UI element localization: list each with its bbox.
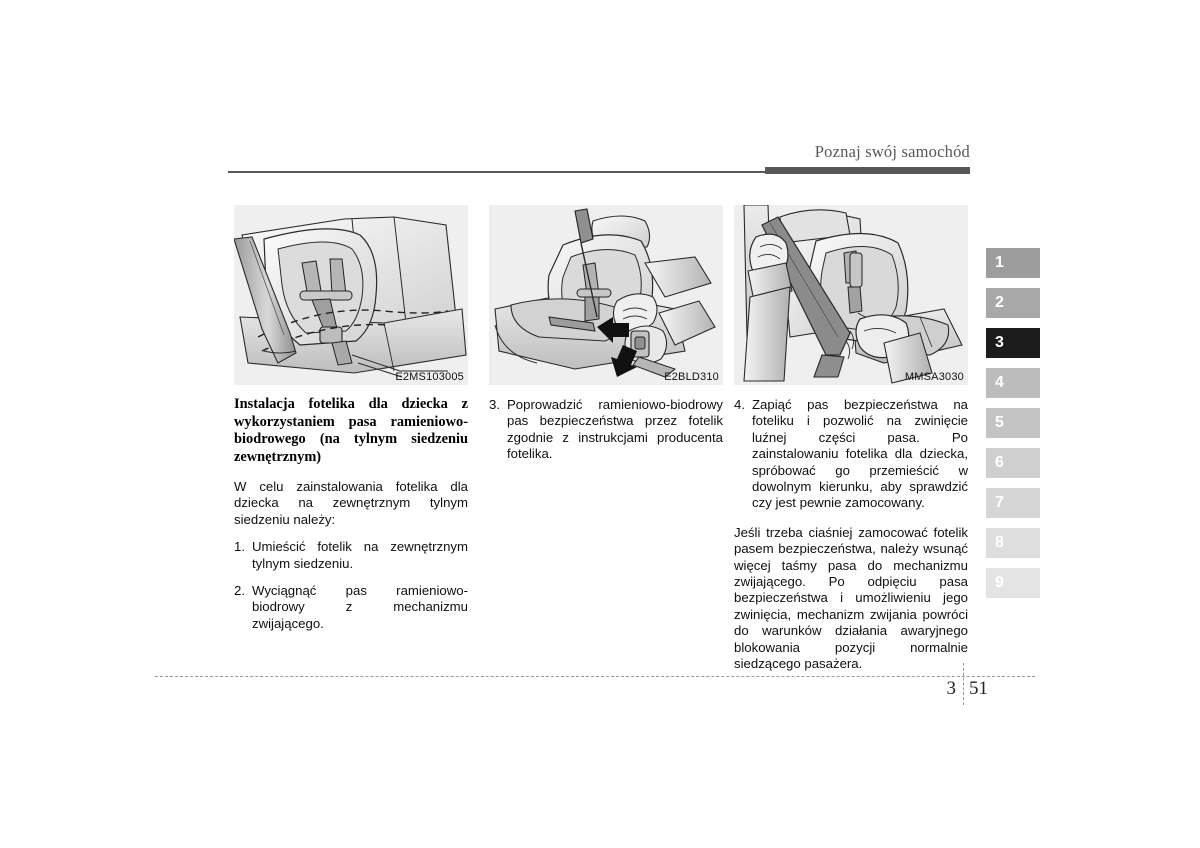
figure-belt-routing	[489, 205, 723, 385]
illustration-tightening-belt	[734, 205, 968, 385]
footer-rule	[155, 676, 1035, 677]
chapter-tab-label: 4	[995, 374, 1004, 391]
list-item-number: 1.	[234, 539, 245, 555]
section-heading: Instalacja fotelika dla dziecka z wykorzystaniem pasa ramieniowo-biodrowego (na tylnym siedzeniu zewnętrznym)	[234, 396, 468, 465]
column-3	[734, 205, 968, 673]
page-header-title: Poznaj swój samochód	[814, 142, 970, 161]
chapter-tab-7[interactable]	[986, 488, 1040, 518]
chapter-tab-label: 5	[995, 414, 1004, 431]
list-item	[489, 397, 723, 463]
figure-code: E2BLD310	[664, 371, 719, 383]
illustration-rear-bench-child-seat	[234, 205, 468, 385]
figure-tighten-belt	[734, 205, 968, 385]
instruction-list-1	[234, 539, 468, 632]
list-item-number: 4.	[734, 397, 745, 412]
note-paragraph: Jeśli trzeba ciaśniej zamocować fotelik pasem bezpieczeństwa, należy wsunąć więcej taśmy pasa do mechanizmu zwijającego. Po odpięciu pasa bezpieczeństwa i umożliwieniu jego zwinięcia, mechanizm zwijania powróci do warunków działania awaryjnego blokowania pozycji normalnie siedzącego pasażera.	[734, 524, 968, 672]
list-item-text: Umieścić fotelik na zewnętrznym tylnym siedzeniu.	[252, 539, 468, 571]
column-1	[234, 205, 468, 632]
chapter-tab-1[interactable]	[986, 248, 1040, 278]
chapter-tab-label: 9	[995, 574, 1004, 591]
chapter-tab-8[interactable]	[986, 528, 1040, 558]
footer-divider	[963, 663, 964, 705]
chapter-tab-4[interactable]	[986, 368, 1040, 398]
list-item	[734, 397, 968, 512]
instruction-list-2	[489, 397, 723, 463]
chapter-tab-label: 8	[995, 534, 1004, 551]
chapter-tab-label: 1	[995, 254, 1004, 271]
list-item-number: 2.	[234, 583, 245, 599]
figure-code: MMSA3030	[904, 371, 964, 383]
chapter-tab-6[interactable]	[986, 448, 1040, 478]
list-item-text: Poprowadzić ramieniowo-biodrowy pas bezpieczeństwa przez fotelik zgodnie z instrukcjami producenta fotelika.	[507, 397, 723, 462]
chapter-tab-5[interactable]	[986, 408, 1040, 438]
footer-page-number: 51	[969, 678, 988, 699]
figure-code: E2MS103005	[395, 371, 464, 383]
chapter-tab-label: 7	[995, 494, 1004, 511]
chapter-tab-2[interactable]	[986, 288, 1040, 318]
header-rule	[228, 171, 768, 173]
instruction-list-3	[734, 397, 968, 512]
list-item	[234, 539, 468, 572]
figure-child-seat-rear-bench	[234, 205, 468, 385]
list-item-text: Zapiąć pas bezpieczeństwa na foteliku i pozwolić na zwinięcie luźnej części pasa. Po zainstalowaniu fotelika dla dziecka, spróbować go przemieścić w dowolnym kierunku, aby sprawdzić czy jest pewnie zamocowany.	[752, 397, 968, 511]
header-accent-bar	[765, 167, 970, 174]
chapter-tab-rail	[986, 248, 1040, 608]
chapter-tab-label: 3	[995, 334, 1004, 351]
column-2	[489, 205, 723, 463]
chapter-tab-label: 2	[995, 294, 1004, 311]
chapter-tab-9[interactable]	[986, 568, 1040, 598]
footer-chapter-number: 3	[946, 678, 956, 699]
chapter-tab-label: 6	[995, 454, 1004, 471]
chapter-tab-3[interactable]	[986, 328, 1040, 358]
list-item-number: 3.	[489, 397, 500, 412]
illustration-belt-through-child-seat	[489, 205, 723, 385]
list-item-text: Wyciągnąć pas ramieniowo-biodrowy z mechanizmu zwijającego.	[252, 583, 468, 631]
list-item	[234, 583, 468, 632]
intro-paragraph: W celu zainstalowania fotelika dla dziecka na zewnętrznym tylnym siedzeniu należy:	[234, 479, 468, 527]
